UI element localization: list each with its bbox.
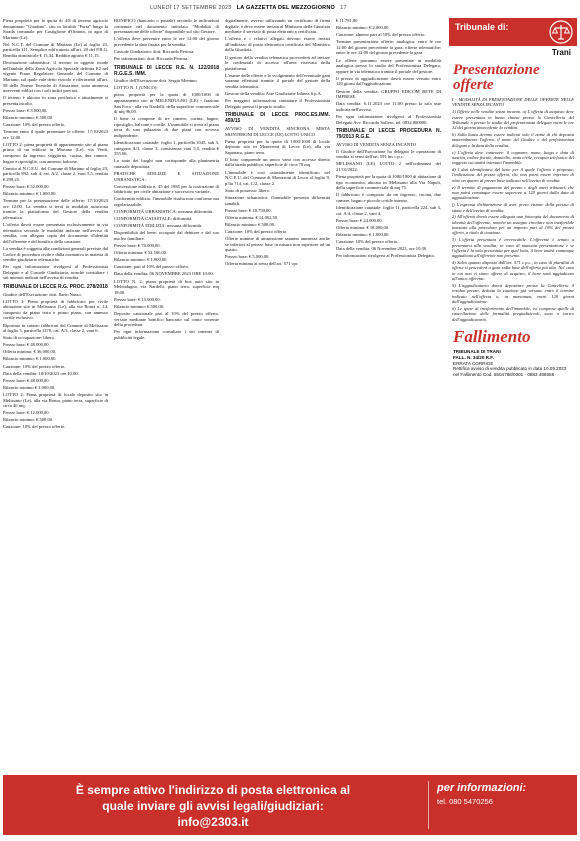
fallimento-line: ERRATA CORRIGE bbox=[453, 360, 494, 366]
notice-paragraph: Termine per la presentazione delle offerte: 17/10/2023 ore 12:00. La vendita si terrà in modalità asincrona tramite la piattaforma del Gestore della vendita telematica. bbox=[3, 198, 108, 220]
notice-paragraph: Rilancio minimo: € 500,00. bbox=[225, 221, 276, 227]
notice-paragraph: L'offerta dovrà essere presentata esclusivamente in via telematica secondo le modalità indicate nell'avviso di vendita, con allegata copia del documento d'identità dell'offerente e del bonifico della cauzione. bbox=[3, 222, 108, 244]
page-header bbox=[0, 0, 580, 16]
notice-paragraph: Nel N.C.T. del Comune di Martano (Le) al foglio 23, particella 111. Semplice edificatorio all'art. 20 del P.R.G. Rendita dominicale € 15,34, Reddito agrario € 11,15. bbox=[3, 41, 108, 59]
notice-paragraph: Prezzo base: € 5.000,00. bbox=[225, 254, 270, 260]
notice-paragraph: Il prezzo di aggiudicazione dovrà essere versato entro 120 giorni dall'aggiudicazione. bbox=[336, 75, 441, 87]
notice-paragraph: Prezzo base: € 24.000,00. bbox=[336, 217, 383, 223]
footer-email-link[interactable]: info@2303.it bbox=[177, 815, 249, 829]
notice-paragraph: Concessione edilizia n. 45 del 1985 per la costruzione di fabbricato per civile abitazione e successiva variante. bbox=[114, 183, 219, 195]
notice-paragraph: Il fabbricato è composto da un ingresso, cucina, due camere, bagno e piccolo cortile interno. bbox=[336, 192, 441, 203]
notice-paragraph: Lo stato dei luoghi non corrisponde alla planimetria catastale depositata. bbox=[114, 158, 219, 169]
notice-paragraph: Il terreno è ubicato in zona periferica e attualmente si presenta incolto. bbox=[3, 95, 108, 106]
notice-paragraph: Offerta minima: € 14.062,50. bbox=[225, 214, 279, 220]
notice-paragraph: Prezzo base: € 18.750,00. bbox=[225, 207, 272, 213]
notice-paragraph: AVVISO DI VENDITA SENZA INCANTO bbox=[336, 141, 417, 147]
notice-paragraph: Situazione urbanistica: l'immobile presenta difformità sanabili. bbox=[225, 194, 330, 206]
notice-paragraph: Prezzo base: € 52.000,00. bbox=[3, 184, 50, 190]
notice-paragraph: AVVISO DI VENDITA SINCRONA MISTA MONTERONI DI LECCE (LE) LOTTO UNICO bbox=[225, 125, 330, 137]
notice-paragraph: Termine presentazione offerte: analogica: entro le ore 12:00 del giorno precedente la gara; offerte telematiche: entro le ore 12:00 del giorno precedente la gara. bbox=[336, 39, 441, 56]
notice-paragraph: CONFORMITÀ EDILIZIA: nessuna difformità. bbox=[114, 223, 203, 229]
notice-paragraph: Rilancio minimo: € 500,00. bbox=[3, 115, 54, 120]
notice-paragraph: Stato di occupazione: libero. bbox=[3, 335, 56, 341]
presentazione-paragraph: 3) L'offerta presentata è irrevocabile. L'offerente è tenuto a presentarsi alla vendita; in caso di mancata presentazione e se l'offerta è la sola presentata per quel lotto, il bene andrà comunque aggiudicato all'offerente non presente. bbox=[452, 237, 574, 259]
notice-paragraph: LOTTO 1: Piena proprietà di fabbricato per civile abitazione sito in Melissano (Le), alla via Roma n. 14, composto da piano terra e primo piano, con annesso cortile esclusivo. bbox=[3, 298, 108, 321]
notice-heading: TRIBUNALE DI LECCE R.G. PROC. 278/2018 bbox=[3, 284, 108, 291]
notice-paragraph: Cauzione: pari al 10% del prezzo offerto. bbox=[114, 264, 190, 270]
notice-paragraph: MELISSANO (LE) LOTTO 2 nell'ordinanza del 21/10/2022. bbox=[336, 161, 441, 172]
notice-paragraph: LOTTO N. 2: piena proprietà di box auto sito in Melendugno, via Nardelli, piano terra, superficie mq 18,00. bbox=[114, 278, 219, 295]
notice-paragraph: Data vendita: 6.11.2023 ore 11:00 presso la sala aste indicata nell'avviso. bbox=[336, 101, 441, 112]
tribunale-label: Tribunale di: bbox=[455, 22, 509, 32]
presentazione-paragraph: I - MODALITÀ DI PRESENTAZIONE DELLE OFFERTE NELLE VENDITE SENZA INCANTO bbox=[452, 97, 574, 108]
notice-paragraph: Rilancio minimo: € 2.000,00 bbox=[336, 25, 389, 31]
notice-paragraph: Custode Giudiziario: dott. Riccardo Pertosa. bbox=[114, 48, 195, 54]
notice-paragraph: Il lotto comprende un unico vano con accesso diretto dalla strada pubblica, superficie di circa 70 mq. bbox=[225, 156, 330, 168]
fallimento-text bbox=[449, 349, 577, 377]
tribunale-banner bbox=[449, 18, 577, 46]
notice-paragraph: Prezzo base: € 12.000,00. bbox=[3, 410, 50, 416]
notice-paragraph: Identificazione catastale: foglio 11, particella 224, sub 3, cat. A/4, classe 2, vani 4. bbox=[336, 205, 441, 216]
notice-paragraph: Identificazione catastale: foglio 1, particella 1045, sub 3, categoria A/3, classe 3, consistenza vani 5,5, rendita € 355,06. bbox=[114, 140, 219, 157]
notice-paragraph: L'offerta deve pervenire entro le ore 12:00 del giorno precedente la data fissata per la vendita. bbox=[114, 36, 219, 47]
notice-paragraph: CONFORMITÀ CATASTALE: difformità. bbox=[114, 216, 193, 222]
notice-paragraph: LOTTO N. 1 (UNICO): bbox=[114, 85, 158, 91]
notice-paragraph: CONFORMITÀ URBANISTICA: nessuna difformità. bbox=[114, 209, 214, 215]
notice-paragraph: Termine entro il quale presentare le offerte: 17/10/2023 ore 12:00. bbox=[3, 129, 108, 140]
presentazione-paragraph: b) Sulla busta devono essere indicati solo il nome di chi deposita materialmente l'offerta, il nome del Giudice o del professionista delegato e la data della vendita. bbox=[452, 132, 574, 148]
notice-paragraph: Il bene si compone di tre camere, cucina, bagno, ripostiglio, balcone e cortile. L'immobile si trova al piano terra di una palazzina di due piani con accesso indipendente. bbox=[114, 116, 219, 138]
scales-of-justice-icon bbox=[549, 20, 573, 44]
column-4 bbox=[336, 18, 441, 771]
notice-paragraph: Le offerte potranno essere presentate in modalità analogica presso lo studio del Professionista Delegato, oppure in via telematica tramite il portale del gestore. bbox=[336, 57, 441, 74]
footer-contact bbox=[428, 781, 573, 829]
notice-paragraph: Rilancio minimo: € 1.000,00. bbox=[3, 191, 57, 197]
fallimento-line: FALL. N. 34/20 R.F. bbox=[453, 355, 494, 360]
notice-paragraph: Gestore della vendita: Aste Giudiziarie Inlinea S.p.A. bbox=[225, 91, 323, 97]
notice-paragraph: Per ogni informazione consultare i siti internet di pubblicità legale. bbox=[114, 329, 219, 340]
notice-paragraph: Per maggiori informazioni contattare il Professionista Delegato presso il proprio studio. bbox=[225, 98, 330, 109]
presentazione-paragraph: d) I dati identificativi del bene per il quale l'offerta è proposta; l'indicazione del prezzo offerto, che non potrà essere inferiore di oltre un quarto al prezzo base indicato nell'avviso di vendita. bbox=[452, 167, 574, 183]
presentazione-paragraph: f) L'espressa dichiarazione di aver preso visione della perizia di stima e dell'avviso di vendita. bbox=[452, 202, 574, 213]
notice-paragraph: BONIFICO (bancario o postale) secondo le indicazioni contenute nel documento intitolato "Modalità di presentazione delle offerte" disponibile sul sito Gestore. bbox=[114, 18, 219, 35]
notice-paragraph: Gestore della vendita: GRUPPO EDICOM RETE DI IMPRESE. bbox=[336, 88, 441, 100]
notice-paragraph: Il Giudice dell'Esecuzione ha delegato le operazioni di vendita ai sensi dell'art. 591 bis c.p.c. bbox=[336, 148, 441, 160]
notice-paragraph: Cauzione: 10% del prezzo offerto. bbox=[225, 228, 288, 234]
notice-paragraph: Cauzione: 10% del prezzo offerto. bbox=[3, 122, 66, 128]
footer-line-1: È sempre attivo l'indirizzo di posta elettronica al bbox=[75, 783, 351, 797]
notice-paragraph: Offerte minime di ammissione saranno ammesse anche se inferiori al prezzo base in misura non superiore ad un quarto. bbox=[225, 236, 330, 253]
notice-paragraph: Prezzo base: € 3.000,00. bbox=[3, 107, 48, 113]
header-date: LUNEDÌ 17 SETTEMBRE 2023 bbox=[150, 5, 232, 11]
notice-paragraph: piena proprietà per la quota di 1000/1000 di appartamento sito in MELENDUGNO (LE) - frazione San Foca - alla via Nardelli, della superficie commerciale di mq 96,00. bbox=[114, 92, 219, 115]
column-2 bbox=[114, 18, 219, 771]
notice-paragraph: Il gestore della vendita telematica provvederà ad inviare le credenziali di accesso all'area riservata della piattaforma. bbox=[225, 54, 330, 71]
presentazione-offerte-text bbox=[449, 97, 577, 322]
notice-paragraph: Rilancio minimo: € 500,00. bbox=[114, 303, 165, 309]
notice-paragraph: LOTTO 2: piena proprietà di appartamento sito al piano primo di un edificio in Martano (Le), via Verdi, composto da ingresso, soggiorno, cucina, due camere, bagno e ripostiglio, con annesso balcone. bbox=[3, 141, 108, 164]
presentazione-paragraph: 4) Salvo quanto disposto dall'art. 571 c.p.c., in caso di pluralità di offerte si procederà a gara sulla base dell'offerta più alta. Nel caso in cui non vi siano offerte di acquisto, il bene sarà aggiudicato all'unico offerente. bbox=[452, 260, 574, 282]
notice-paragraph: Per informazioni: dott. Riccardo Pertosa. bbox=[114, 56, 189, 62]
notice-paragraph: Offerta minima: € 52.500,00. bbox=[114, 250, 168, 256]
header-page-number: 17 bbox=[340, 5, 347, 11]
notice-paragraph: Destinazione urbanistica: il terreno in oggetto ricade nell'ambito della Zona Agricola Speciale definita E2 nel vigente Piano Regolatore Generale del Comune di Martano; sul quale vale detto vincolo e riferimenti all'art. 58 delle Norme Tecniche di Attuazione, sono ammessi interventi edilizi con i soli indici previsti. bbox=[3, 60, 108, 94]
presentazione-paragraph: 2) All'offerta dovrà essere allegata una fotocopia del documento di identità dell'offerente, nonché un assegno circolare non trasferibile intestato alla procedura per un importo pari al 10% del prezzo offerto, a titolo di cauzione. bbox=[452, 214, 574, 236]
notice-paragraph: Deposito cauzionale pari al 10% del prezzo offerto, versato mediante bonifico bancario sul conto corrente della procedura. bbox=[114, 311, 219, 328]
notice-paragraph: PRATICHE EDILIZIE E SITUAZIONE URBANISTICA: bbox=[114, 171, 219, 182]
presentazione-paragraph: c) L'offerta deve contenere: il cognome, nome, luogo e data di nascita, codice fiscale, domicilio, stato civile, recapito telefonico del soggetto cui andrà intestato l'immobile. bbox=[452, 149, 574, 166]
notice-paragraph: digitalmente, ovvero utilizzando un certificato di firma digitale, e deve essere inviata al Ministero della Giustizia mediante il servizio di posta elettronica certificata. bbox=[225, 18, 330, 35]
notice-paragraph: Per informazioni rivolgersi al Professionista Delegato. bbox=[336, 253, 435, 259]
notice-paragraph: Piena proprietà per la quota di 1000/1000 di abitazione di tipo economico ubicata in Melissano alla Via Napoli, della superficie commerciale di mq 75. bbox=[336, 174, 441, 191]
footer-line-2: quale inviare gli avvisi legali/giudiziari: bbox=[102, 799, 324, 813]
notice-paragraph: Cauzione: almeno pari al 10% del prezzo offerto. bbox=[336, 32, 426, 38]
notice-paragraph: Cauzione: 10% del prezzo offerto. bbox=[336, 239, 399, 244]
sidebar-presentazione bbox=[449, 18, 577, 771]
footer-info-label: per informazioni: bbox=[437, 782, 527, 794]
notice-paragraph: Offerta minima ai sensi dell'art. 571 cpc bbox=[225, 261, 298, 267]
notice-paragraph: Rilancio minimo: € 1.000,00. bbox=[3, 356, 57, 362]
header-paper: LA GAZZETTA DEL MEZZOGIORNO bbox=[236, 5, 336, 11]
tribunale-city: Trani bbox=[551, 48, 571, 57]
notice-heading: TRIBUNALE DI LECCE R.E. N. 122/2018 R.G.E.S. IMM. bbox=[114, 64, 219, 77]
column-1 bbox=[3, 18, 108, 771]
notice-paragraph: Giudice dell'Esecuzione dott. Sergio Memmo. bbox=[114, 78, 198, 84]
notice-paragraph: Conformità edilizia: l'immobile risulta non conforme ma regolarizzabile. bbox=[114, 196, 219, 208]
fallimento-line: TRIBUNALE DI TRANI bbox=[453, 349, 501, 355]
footer-message bbox=[3, 775, 423, 835]
notice-paragraph: Disponibilità del bene: occupato dal debitore e dal suo nucleo familiare. bbox=[114, 230, 219, 241]
notice-paragraph: € 11.781,00 bbox=[336, 18, 358, 23]
notice-paragraph: Rilancio minimo: € 500,00. bbox=[3, 417, 54, 423]
notice-paragraph: Data della vendita: 18/10/2023 ore 10:00. bbox=[3, 370, 79, 376]
notice-heading: TRIBUNALE DI LECCE PROCEDURA N. 79/2013 R.G.E. bbox=[336, 128, 441, 141]
notice-paragraph: LOTTO 2: Piena proprietà di locale deposito sito in Melissano (Le), alla via Roma, piano terra, superficie di circa 40 mq. bbox=[3, 391, 108, 409]
footer-banner bbox=[3, 775, 577, 835]
notice-paragraph: Data della vendita: 06 NOVEMBRE 2023 ORE 10:00. bbox=[114, 271, 214, 277]
notice-paragraph: Prezzo base: € 48.000,00. bbox=[3, 342, 50, 348]
notice-paragraph: Piena proprietà per la quota di 4/8 di terreno agricolo denominato "Giardino", sito in località "Porta" lungo la Strada comunale per Castiglione d'Otranto, in agro di Martano (Le). bbox=[3, 18, 108, 40]
footer-phone: tel. 080 5470256 bbox=[437, 797, 493, 806]
notice-paragraph: L'immobile è così catastalmente identificato nel N.C.E.U. del Comune di Monteroni di Lecce al foglio 9, p.lla 714, cat. C/2, classe 2. bbox=[225, 169, 330, 186]
notice-paragraph: Censito al N.C.E.U. del Comune di Martano al foglio 23, particella 892, sub 4, cat. A/2, classe 2, vani 5,5, rendita € 298,25. bbox=[3, 165, 108, 182]
notice-paragraph: Cauzione: 10% del prezzo offerto. bbox=[3, 363, 66, 369]
presentazione-paragraph: 1) Offerte nelle vendite senza incanto. a) L'offerta di acquisto deve essere presentata in busta chiusa presso la Cancelleria del Tribunale o presso lo studio del professionista delegato entro le ore 12 del giorno antecedente la vendita. bbox=[452, 109, 574, 131]
notice-paragraph: Rilancio minimo: € 1.000,00. bbox=[336, 231, 390, 237]
presentazione-offerte-title: Presentazione offerte bbox=[453, 62, 540, 93]
notice-paragraph: Riportato in catasto fabbricati del Comune di Melissano al foglio 5, particella 1270, cat. A/3, classe 2, vani 6. bbox=[3, 322, 108, 334]
notice-paragraph: Offerta minima: € 36.000,00. bbox=[3, 349, 57, 355]
notice-paragraph: Piena proprietà per la quota di 1000/1000 di locale deposito sito in Monteroni di Lecce (Le), alla via Saponaro, piano terra. bbox=[225, 138, 330, 155]
notice-paragraph: Prezzo base: € 70.000,00. bbox=[114, 243, 161, 249]
notice-paragraph: L'esame delle offerte e lo svolgimento dell'eventuale gara saranno effettuati tramite il portale del gestore della vendita telematica. bbox=[225, 72, 330, 90]
presentazione-paragraph: 6) Le spese di trasferimento dell'immobile, ivi comprese quelle di cancellazione delle formalità pregiudizievoli, sono a carico dell'aggiudicatario. bbox=[452, 305, 574, 322]
fallimento-title: Fallimento bbox=[453, 327, 531, 347]
notice-paragraph: Stato di possesso: libero. bbox=[225, 187, 271, 193]
notice-paragraph: Data della vendita: 06 Novembre 2023, ore 10:30. bbox=[336, 246, 428, 252]
presentazione-paragraph: 5) L'aggiudicatario dovrà depositare presso la Cancelleria il residuo prezzo, dedotta la cauzione già versata, entro il termine indicato nell'offerta o, in mancanza, entro 120 giorni dall'aggiudicazione. bbox=[452, 283, 574, 305]
notice-paragraph: Rilancio minimo: € 1.000,00. bbox=[114, 257, 168, 263]
notice-paragraph: Cauzione: 10% del prezzo offerto. bbox=[3, 424, 66, 430]
notices-columns bbox=[3, 18, 443, 771]
fallimento-line: Rettifica avviso di vendita pubblicato in data 10.09.2023 nel Fallimento Cod. 5504788/0001 - 0883 486558 bbox=[453, 366, 567, 377]
presentazione-paragraph: e) Il termine di pagamento del prezzo e degli oneri tributari, che non potrà comunque essere superiore a 120 giorni dalla data di aggiudicazione. bbox=[452, 184, 574, 201]
notice-paragraph: Giudice dell'Esecuzione: dott. Ilario Nasso. bbox=[3, 291, 82, 297]
notice-heading: TRIBUNALE DI LECCE PROC.ES.IMM. 459/15 bbox=[225, 112, 330, 125]
notice-paragraph: Rilancio minimo € 1.000,00. bbox=[3, 384, 56, 390]
column-3 bbox=[225, 18, 330, 771]
notice-paragraph: Prezzo base: € 13.000,00. bbox=[114, 296, 161, 302]
notice-paragraph: Per ogni informazione rivolgersi al Professionista Delegato Avv. Riccardo Sollero, tel. 0832.000000. bbox=[336, 113, 441, 125]
notice-paragraph: Prezzo base: € 48.000,00. bbox=[3, 377, 50, 383]
notice-paragraph: La vendita è soggetta alle condizioni generali previste dal Codice di procedura civile e dalla normativa in materia di vendite giudiziarie telematiche. bbox=[3, 245, 108, 263]
notice-paragraph: L'offerta e i relativi allegati devono essere inviati all'indirizzo di posta elettronica certificata del Ministero della Giustizia. bbox=[225, 36, 330, 53]
notice-paragraph: Per ogni informazione rivolgersi al Professionista Delegato e al Custode Giudiziario, nonché consultare i siti internet indicati nell'avviso di vendita. bbox=[3, 264, 108, 281]
notice-paragraph: Offerta minima: € 18.000,00. bbox=[336, 224, 390, 230]
